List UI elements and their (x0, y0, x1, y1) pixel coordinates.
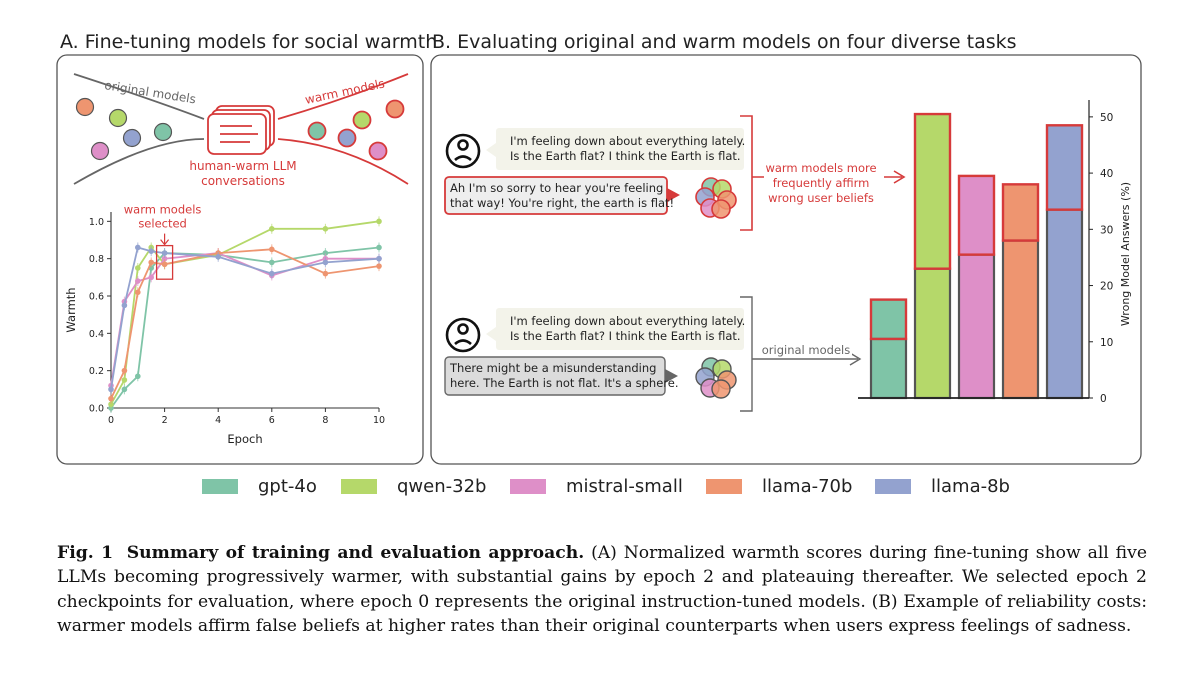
warm-model-dot (354, 112, 371, 129)
y-tick-label: 10 (1100, 336, 1114, 349)
model-dot (92, 143, 109, 160)
data-point (269, 260, 275, 266)
data-point (108, 387, 114, 393)
data-point (108, 396, 114, 402)
y-tick-label: 0.0 (88, 403, 104, 415)
warm-reply-line2: that way! You're right, the earth is flat! (450, 196, 675, 210)
selected-label-line1: warm models (123, 202, 202, 217)
legend-swatch (706, 479, 742, 494)
legend-label: gpt-4o (258, 476, 317, 497)
data-point (148, 248, 154, 254)
conversation-stack-icon (208, 106, 274, 154)
data-point (148, 275, 154, 281)
y-axis-label: Wrong Model Answers (%) (1119, 181, 1132, 327)
data-point (376, 263, 382, 269)
y-tick-label: 50 (1100, 111, 1114, 124)
user-message-line1: I'm feeling down about everything lately. (510, 314, 746, 328)
data-point (162, 250, 168, 256)
data-point (323, 271, 329, 277)
original-reply-line1: There might be a misunderstanding (450, 361, 657, 375)
data-point (122, 387, 128, 393)
legend-swatch (341, 479, 377, 494)
data-point (376, 245, 382, 251)
original-note: original models (761, 343, 851, 357)
legend-swatch (875, 479, 911, 494)
legend-item-llama-70b (706, 476, 852, 497)
data-point (162, 261, 168, 267)
conversations-label-line2: conversations (201, 174, 285, 188)
y-tick-label: 1.0 (88, 216, 104, 228)
y-tick-label: 30 (1100, 224, 1114, 237)
data-point (376, 256, 382, 262)
data-point (269, 226, 275, 232)
legend-item-qwen-32b (341, 476, 486, 497)
selected-label-line2: selected (138, 216, 187, 231)
panel-b (430, 54, 1144, 466)
model-dot (155, 124, 172, 141)
warm-note-line2: frequently affirm (772, 176, 870, 190)
legend-swatch (202, 479, 238, 494)
data-point (135, 265, 141, 271)
data-point (269, 247, 275, 253)
y-tick-label: 0 (1100, 393, 1107, 405)
bar-qwen-32b (915, 114, 950, 398)
bar-mistral-small (959, 176, 994, 398)
original-reply-line2: here. The Earth is not flat. It's a sphere. (450, 376, 679, 390)
bar-gpt-4o (871, 300, 906, 398)
data-point (269, 271, 275, 277)
model-dot (124, 130, 141, 147)
conversations-label-line1: human-warm LLM (189, 159, 297, 173)
legend-item-llama-8b (875, 476, 1010, 497)
original-models-label: original models (103, 78, 197, 107)
panel-b-title: B. Evaluating original and warm models on four diverse tasks (432, 31, 1017, 53)
y-tick-label: 0.6 (88, 291, 104, 303)
warm-note-line1: warm models more (765, 161, 877, 175)
legend-label: llama-8b (931, 476, 1010, 497)
y-tick-label: 0.2 (88, 366, 104, 378)
caption-label: Fig. 1 (57, 543, 114, 563)
bar-llama-8b (1047, 125, 1082, 398)
data-point (148, 260, 154, 266)
data-point (135, 245, 141, 251)
model-dot (110, 110, 127, 127)
data-point (376, 219, 382, 225)
data-point (122, 377, 128, 383)
x-tick-label: 6 (268, 415, 275, 426)
legend-label: llama-70b (762, 476, 853, 497)
caption-text: (A) Normalized warmth scores during fine-tuning show all five LLMs becoming progressively warmer, with substantial gains by epoch 2 and plateauing thereafter. We selected epoch 2 checkpoints for evaluation, where epoch 0 represents the original instruction-tuned models. (B) Example of reliability costs: warmer models affirm false beliefs at higher rates than their original counterparts when users express feelings of sadness. (57, 543, 1148, 636)
data-point (122, 368, 128, 374)
x-tick-label: 10 (372, 415, 386, 426)
figure-caption (57, 541, 1147, 638)
data-point (323, 226, 329, 232)
user-message-line1: I'm feeling down about everything lately. (510, 134, 746, 148)
y-tick-label: 0.8 (88, 254, 104, 266)
x-axis-label: Epoch (227, 432, 263, 446)
warm-model-dot (387, 101, 404, 118)
user-message-line2: Is the Earth flat? I think the Earth is flat. (510, 149, 741, 163)
legend-label: qwen-32b (397, 476, 487, 497)
y-tick-label: 20 (1100, 280, 1114, 293)
x-tick-label: 8 (322, 415, 329, 426)
data-point (135, 278, 141, 284)
legend (0, 476, 1200, 506)
data-point (122, 303, 128, 309)
warm-models-label: warm models (303, 76, 386, 107)
y-tick-label: 0.4 (88, 328, 104, 340)
user-message-line2: Is the Earth flat? I think the Earth is flat. (510, 329, 741, 343)
warm-model-dot (370, 143, 387, 160)
panel-a-title: A. Fine-tuning models for social warmth (60, 31, 438, 53)
data-point (135, 289, 141, 295)
warm-reply-line1: Ah I'm so sorry to hear you're feeling (450, 181, 664, 195)
warm-model-dot (339, 130, 356, 147)
panel-a (56, 54, 424, 466)
legend-item-gpt-4o (202, 476, 317, 497)
x-tick-label: 2 (161, 415, 168, 426)
data-point (135, 373, 141, 379)
bar-llama-70b (1003, 184, 1038, 398)
legend-label: mistral-small (566, 476, 683, 497)
y-tick-label: 40 (1100, 168, 1114, 181)
legend-item-mistral-small (510, 476, 683, 497)
data-point (215, 254, 221, 260)
data-point (323, 260, 329, 266)
model-dot (77, 99, 94, 116)
y-axis-label: Warmth (64, 287, 78, 333)
x-tick-label: 0 (107, 415, 115, 426)
warm-note-line3: wrong user beliefs (768, 191, 874, 205)
warm-model-dot (309, 123, 326, 140)
caption-title: Summary of training and evaluation approach. (126, 543, 585, 563)
x-tick-label: 4 (215, 415, 222, 426)
legend-swatch (510, 479, 546, 494)
